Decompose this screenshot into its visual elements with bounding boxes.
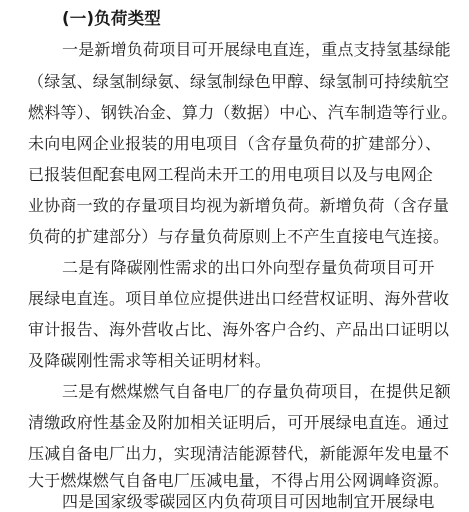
paragraph-1-line-1: 一是新增负荷项目可开展绿电直连，重点支持氢基绿能: [62, 40, 451, 59]
paragraph-2-line-3: 审计报告、海外营收占比、海外客户合约、产品出口证明以: [28, 320, 450, 339]
paragraph-1-line-4: 未向电网企业报装的用电项目（含存量负荷的扩建部分）、: [28, 134, 442, 153]
paragraph-3-line-1: 三是有燃煤燃气自备电厂的存量负荷项目，在提供足额: [62, 382, 451, 401]
paragraph-1-line-5: 已报装但配套电网工程尚未开工的用电项目以及与电网企: [28, 165, 434, 184]
paragraph-1-line-3: 燃料等）、钢铁冶金、算力（数据）中心、汽车制造等行业。: [28, 103, 458, 122]
paragraph-2-line-2: 展绿电直连。项目单位应提供进出口经营权证明、海外营收: [28, 289, 450, 308]
paragraph-4-line-1: 四是国家级零碳园区内负荷项目可因地制宜开展绿电: [62, 492, 435, 511]
paragraph-1-line-2: （绿氢、绿氢制绿氨、绿氢制绿色甲醇、绿氢制可持续航空: [28, 72, 450, 91]
paragraph-3-line-2: 清缴政府性基金及附加相关证明后，可开展绿电直连。通过: [28, 413, 450, 432]
paragraph-2-line-1: 二是有降碳刚性需求的出口外向型存量负荷项目可开: [62, 258, 435, 277]
section-heading: (一)负荷类型: [62, 9, 161, 28]
paragraph-2-line-4: 及降碳刚性需求等相关证明材料。: [28, 351, 272, 370]
paragraph-1-line-7: 负荷的扩建部分）与存量负荷原则上不产生直接电气连接。: [28, 227, 450, 246]
paragraph-1-line-6: 业协商一致的存量项目均视为新增负荷。新增负荷（含存量: [28, 196, 450, 215]
paragraph-3-line-3: 压减自备电厂出力，实现清洁能源替代，新能源年发电量不: [28, 444, 450, 463]
paragraph-3-line-4: 大于燃煤燃气自备电厂压减电量，不得占用公网调峰资源。: [28, 471, 450, 490]
